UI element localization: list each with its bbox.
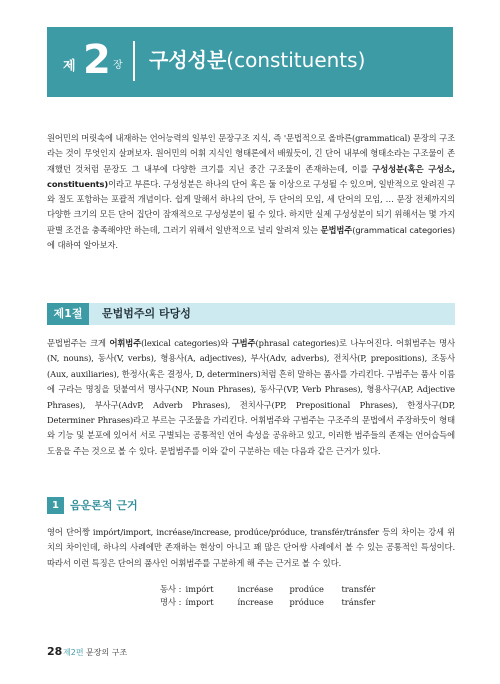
section-text-1: 문법범주는 크게 [47,338,110,348]
footer-title: 문장의 구조 [86,648,128,657]
section-title: 문법범주의 타당성 [102,307,191,320]
term-lexical-categories: 어휘범주 [109,338,142,348]
chapter-header [47,27,453,97]
chapter-divider [133,41,135,81]
example-word: íncrease [237,597,274,607]
term-phrasal-categories: 구범주 [231,338,256,348]
example-word: tránsfer [341,597,376,607]
example-word: incréase [237,584,274,594]
section-text-2: (lexical categories)와 [141,338,232,348]
stress-example-table [160,583,393,609]
intro-text-2: 이라고 부른다. 구성성분은 하나의 단어 혹은 둘 이상으로 구성될 수 있으며, 일반적으로 알려진 구와 절도 포함하는 포괄적 개념이다. 쉽게 말해서 하나의 단어, 두 단어의 모임, 세 단어의 모임, … 문장 전체까지의 다양한 크기의 모든 단어 집단이 잠재적으로 구성성분이 될 수 있다. 하지만 실제 구성성분이 되기 위해서는 몇 가지 판별 조건을 충족해야만 하는데, 그러기 위해서 일반적으로 널리 알려져 있는 [47,178,455,235]
example-row-verb [160,583,393,596]
section-heading [47,303,455,325]
section-tag: 제1절 [47,303,89,325]
footer-part: 제2편 [63,648,84,657]
subsection-number: 1 [47,497,64,514]
chapter-title-ko: 구성성분 [149,48,227,72]
example-word: prodúce [289,584,324,594]
example-word: ímport [185,597,214,607]
term-grammatical-categories: 문법범주 [320,224,353,235]
intro-text-1: 원어민의 머릿속에 내재하는 언어능력의 일부인 문장구조 지식, 즉 '문법적으로 올바른(grammatical) 문장의 구조라는 것이 무엇인지 살펴보자. 원어민의 어휘 지식인 형태론에서 배웠듯이, 긴 단어 내부에 형태소라는 구조물이 존재했던 것처럼 문장도 그 내부에 다양한 크기를 지닌 중간 구조물이 존재하는데, 이를 [47,133,455,174]
section-text-3: (phrasal categories)로 나누어진다. 어휘범주는 명사(N, nouns), 동사(V, verbs), 형용사(A, adjectives), 부사(Adv, adverbs), 전치사(P, prepositions), 조동사(Aux, auxiliaries), 한정사(혹은 결정사, D, determiners)처럼 흔히 말하는 품사를 가리킨다. 구범주는 품사 이름에 구라는 명칭을 덧붙여서 명사구(NP, Noun Phrases), 동사구(VP, Verb Phrases), 형용사구(AP, Adjective Phrases), 부사구(AdvP, Adverb Phrases), 전치사구(PP, Prepositional Phrases), 한정사구(DP, Determiner Phrases)라고 부르는 구조물을 가리킨다. 어휘범주와 구범주는 구조주의 문법에서 주장하듯이 형태와 기능 및 분포에 있어서 서로 구별되는 공통적인 언어 속성을 공유하고 있고, 이러한 범주들의 존재는 언어습득에 도움을 주는 것으로 볼 수 있다. 문법범주를 이와 같이 구분하는 데는 다음과 같은 근거가 있다. [47,338,455,456]
example-word: impórt [185,584,214,594]
example-row-noun [160,596,393,609]
chapter-title [149,44,365,73]
example-label: 동사 : [160,584,182,594]
example-word: próduce [289,597,324,607]
chapter-title-en: (constituents) [226,48,366,72]
term-constituents: 구성성분(혹은 구성소, constituents) [47,163,455,189]
subsection-title: 음운론적 근거 [70,499,138,512]
example-label: 명사 : [160,597,182,607]
page-number: 28 [47,645,63,658]
chapter-suffix: 장 [113,60,123,71]
chapter-prefix: 제 [63,59,76,74]
example-word: transfér [341,584,376,594]
subsection-paragraph: 영어 단어짱 impórt/import, incréase/increase, prodúce/próduce, transfér/tránsfer 등의 차이는 강세 위치의 차이인데, 하나의 사례에만 존재하는 현상이 아니고 꽤 많은 단어쌍 사례에서 볼 수 있는 공통적인 특성이다. 따라서 이런 특징은 단어의 품사인 어휘범주를 구분하게 해 주는 근거로 볼 수 있다. [47,527,455,568]
section-paragraph [47,336,455,459]
intro-text-3: (grammatical categories)에 대하여 알아보자. [47,224,455,251]
intro-paragraph [47,131,455,253]
chapter-number: 2 [83,37,111,83]
